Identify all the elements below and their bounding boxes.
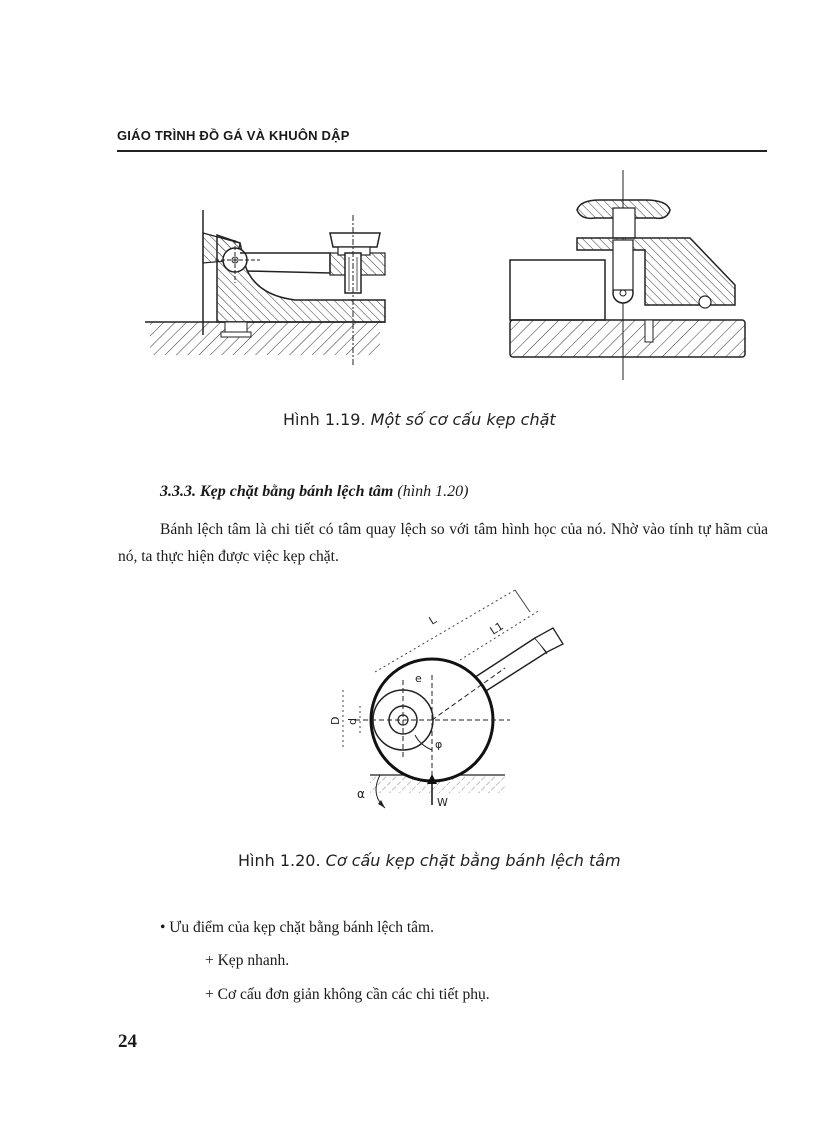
running-header: GIÁO TRÌNH ĐỒ GÁ VÀ KHUÔN DẬP [117, 128, 350, 143]
figure-1-20-drawing [315, 580, 585, 825]
header-rule [117, 150, 767, 152]
section-heading [160, 483, 468, 501]
label-d: d [346, 718, 359, 725]
section-title: 3.3.3. Kẹp chặt bằng bánh lệch tâm [160, 483, 394, 500]
label-alpha: α [357, 787, 365, 801]
label-D: D [329, 716, 342, 725]
label-L: L [426, 613, 439, 628]
label-phi: φ [435, 738, 443, 751]
label-e: e [415, 672, 422, 685]
advantages-heading: • Ưu điểm của kẹp chặt bằng bánh lệch tâm. [160, 919, 434, 936]
advantage-item: + Cơ cấu đơn giản không cần các chi tiết phụ. [205, 986, 490, 1003]
figure-1-19-right-drawing [505, 170, 750, 385]
figure-1-20-number: Hình 1.20. [238, 851, 321, 870]
page-number: 24 [118, 1031, 137, 1052]
figure-1-19-left-drawing [145, 205, 400, 365]
figure-1-19-caption-text: Một số cơ cấu kẹp chặt [370, 410, 556, 429]
figure-1-20-caption [238, 851, 621, 870]
figure-1-20-caption-text: Cơ cấu kẹp chặt bằng bánh lệch tâm [325, 851, 621, 870]
label-L1: L1 [487, 619, 506, 638]
label-W: W [437, 796, 448, 809]
figure-1-19-caption [283, 410, 556, 429]
section-paragraph: Bánh lệch tâm là chi tiết có tâm quay lệch so với tâm hình học của nó. Nhờ vào tính tự hãm của nó, ta thực hiện được việc kẹp chặt. [118, 521, 768, 565]
figure-1-19-number: Hình 1.19. [283, 410, 366, 429]
advantage-item: + Kẹp nhanh. [205, 952, 290, 969]
section-figure-reference: (hình 1.20) [397, 483, 469, 500]
